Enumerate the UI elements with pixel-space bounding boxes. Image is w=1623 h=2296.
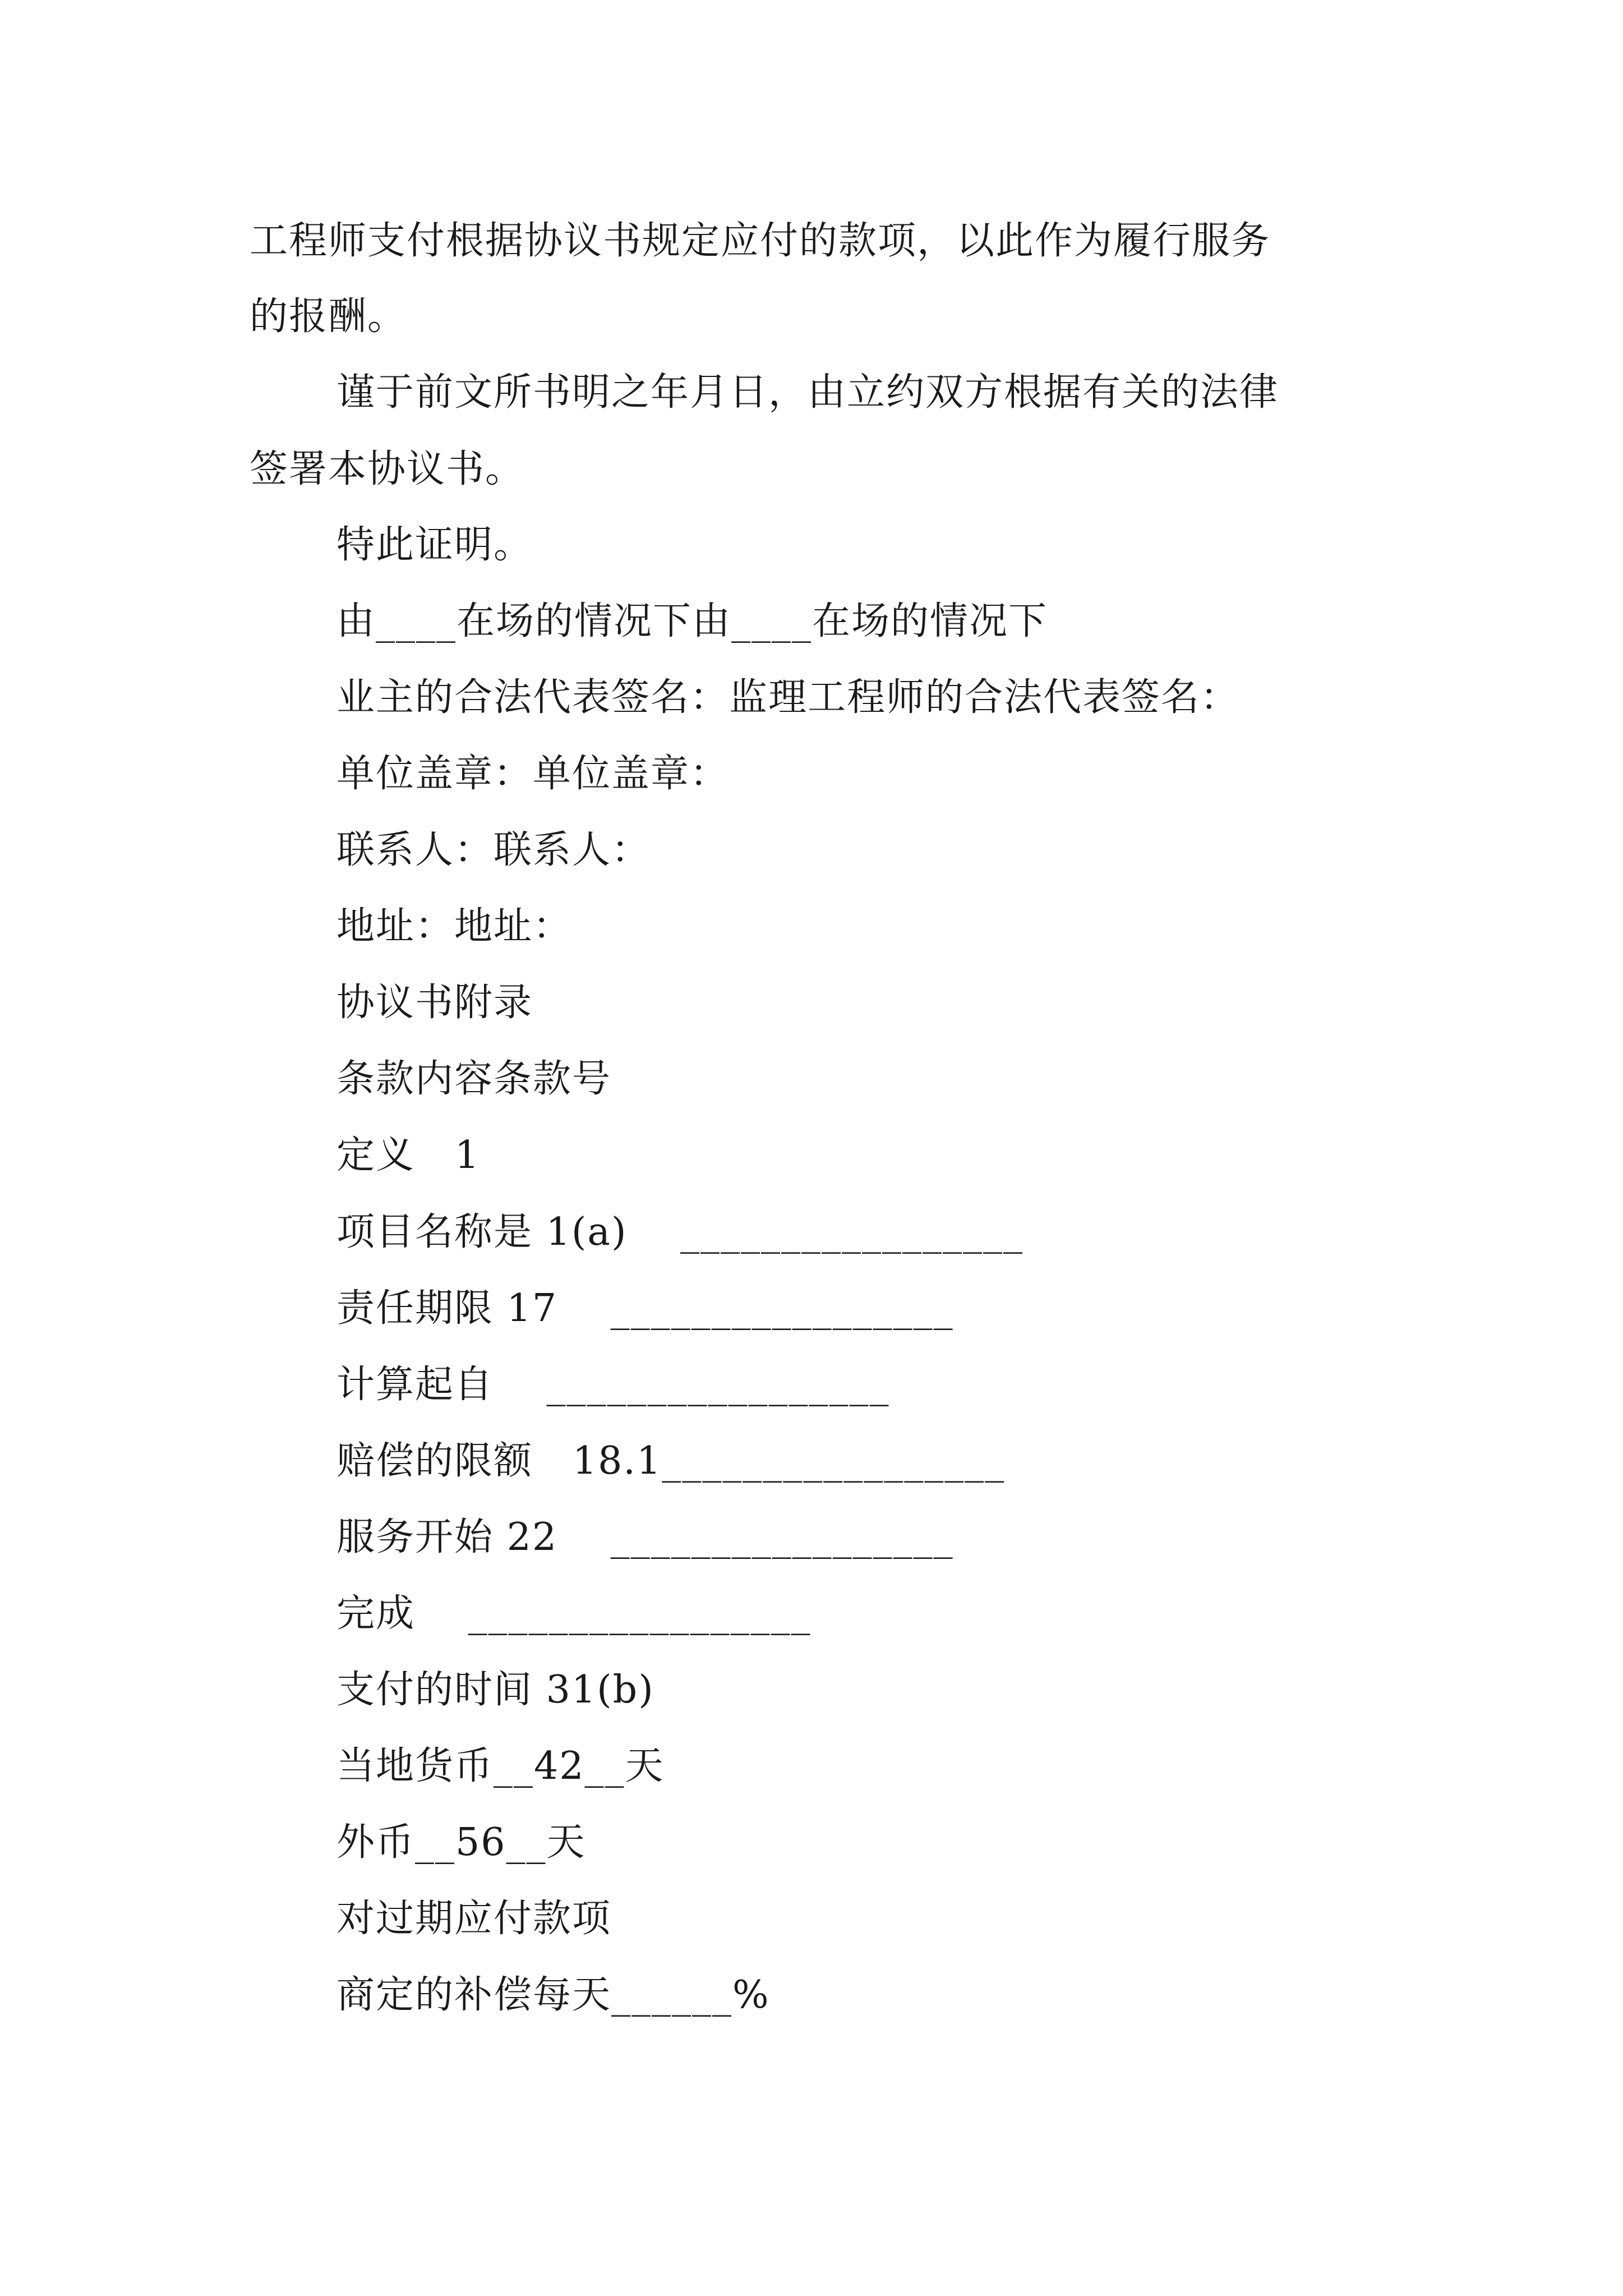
appendix-row: 项目名称是 1(a) _________________ (336, 1210, 1023, 1254)
seal-line: 单位盖章：单位盖章： (336, 752, 730, 796)
appendix-row: 对过期应付款项 (336, 1897, 612, 1941)
appendix-row: 服务开始 22 _________________ (336, 1515, 954, 1559)
signing-presence-line: 由____在场的情况下由____在场的情况下 (336, 599, 1048, 643)
contact-line: 联系人：联系人： (336, 828, 651, 872)
signature-line: 业主的合法代表签名：监理工程师的合法代表签名： (336, 675, 1240, 720)
appendix-row: 定义 1 (336, 1133, 481, 1177)
appendix-row: 商定的补偿每天______% (336, 1973, 770, 2017)
appendix-row: 外币__56__天 (336, 1820, 586, 1865)
appendix-row: 完成 _________________ (336, 1591, 811, 1636)
paragraph-line: 谨于前文所书明之年月日，由立约双方根据有关的法律 (336, 370, 1279, 415)
appendix-row: 责任期限 17 _________________ (336, 1286, 954, 1331)
address-line: 地址：地址： (336, 904, 573, 949)
paragraph-line: 工程师支付根据协议书规定应付的款项，以此作为履行服务 (250, 219, 1271, 263)
appendix-row: 计算起自 _________________ (336, 1363, 890, 1407)
paragraph-line: 签署本协议书。 (250, 447, 525, 491)
appendix-header: 条款内容条款号 (336, 1057, 612, 1101)
appendix-row: 当地货币__42__天 (336, 1744, 665, 1788)
appendix-row: 赔偿的限额 18.1_________________ (336, 1439, 1006, 1483)
paragraph-line: 的报酬。 (250, 295, 407, 339)
appendix-title: 协议书附录 (336, 981, 533, 1025)
appendix-row: 支付的时间 31(b) (336, 1668, 654, 1712)
paragraph-line: 特此证明。 (336, 523, 533, 567)
